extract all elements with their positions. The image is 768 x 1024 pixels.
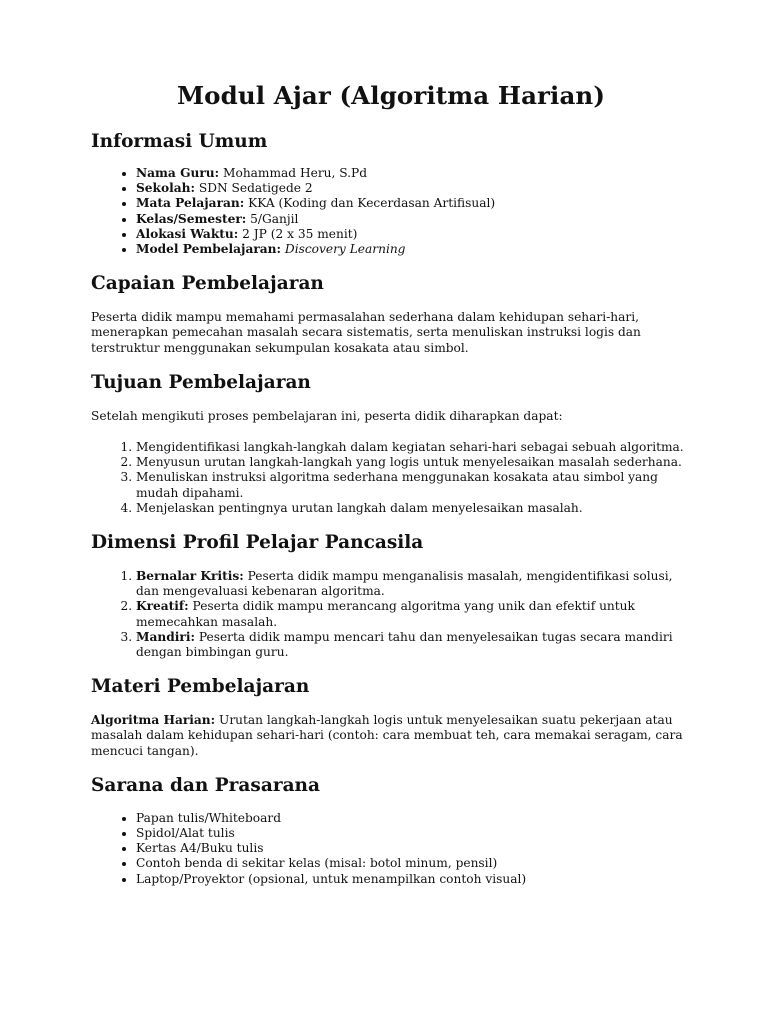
profil-value: Peserta didik mampu menganalisis masalah, mengidentifikasi solusi, dan mengevaluasi kebenaran algoritma.	[136, 569, 673, 599]
materi-label: Algoritma Harian:	[91, 713, 216, 728]
tujuan-list	[91, 440, 691, 516]
tujuan-item: 3. Menuliskan instruksi algoritma sederhana menggunakan kosakata atau simbol yang mudah dipahami.	[136, 470, 691, 500]
info-value: KKA (Koding dan Kecerdasan Artifisual)	[244, 196, 496, 211]
tujuan-item: 1. Mengidentifikasi langkah-langkah dalam kegiatan sehari-hari sebagai sebuah algoritma.	[136, 440, 691, 455]
profil-label: Mandiri:	[136, 629, 195, 644]
section-capaian-pembelajaran	[91, 270, 691, 356]
info-list	[91, 166, 691, 257]
info-label: Nama Guru:	[136, 166, 220, 180]
info-value: SDN Sedatigede 2	[195, 181, 313, 196]
section-heading-sarana: Sarana dan Prasarana	[91, 774, 320, 796]
info-value: 2 JP (2 x 35 menit)	[238, 226, 358, 241]
document-page	[91, 78, 691, 887]
sarana-item: • Kertas A4/Buku tulis	[136, 841, 691, 856]
sarana-item: • Contoh benda di sekitar kelas (misal: botol minum, pensil)	[136, 856, 691, 871]
profil-label: Kreatif:	[136, 599, 189, 614]
info-label: Mata Pelajaran:	[136, 196, 245, 211]
section-profil-pelajar-pancasila	[91, 529, 691, 660]
info-item-model-pembelajaran	[136, 242, 691, 257]
info-value: Mohammad Heru, S.Pd	[219, 166, 368, 180]
info-value: Discovery Learning	[284, 242, 406, 257]
profil-item-bernalar-kritis	[136, 569, 691, 599]
profil-list	[91, 569, 691, 660]
materi-value: Urutan langkah-langkah logis untuk menyelesaikan suatu pekerjaan atau masalah dalam kehidupan sehari-hari (contoh: cara membuat teh, cara memakai seragam, cara mencuci tangan).	[91, 713, 683, 758]
profil-item-mandiri	[136, 630, 691, 660]
info-label: Kelas/Semester:	[136, 211, 247, 226]
section-heading-informasi-umum: Informasi Umum	[91, 131, 268, 152]
tujuan-intro: Setelah mengikuti proses pembelajaran ini, peserta didik diharapkan dapat:	[91, 408, 563, 423]
info-item-alokasi-waktu	[136, 227, 691, 242]
info-label: Alokasi Waktu:	[136, 226, 239, 241]
section-materi-pembelajaran	[91, 673, 691, 759]
info-item-sekolah	[136, 181, 691, 196]
capaian-text: Peserta didik mampu memahami permasalahan sederhana dalam kehidupan sehari-hari, menerapkan pemecahan masalah secara sistematis, serta menuliskan instruksi logis dan terstruktur menggunakan sekumpulan kosakata atau simbol.	[91, 310, 641, 355]
section-sarana-prasarana	[91, 772, 691, 887]
profil-item-kreatif	[136, 599, 691, 629]
sarana-item: • Spidol/Alat tulis	[136, 826, 691, 841]
sarana-list	[91, 811, 691, 887]
sarana-item: • Papan tulis/Whiteboard	[136, 811, 691, 826]
sarana-item: • Laptop/Proyektor (opsional, untuk menampilkan contoh visual)	[136, 872, 691, 887]
tujuan-item: 2. Menyusun urutan langkah-langkah yang logis untuk menyelesaikan masalah sederhana.	[136, 455, 691, 470]
info-label: Sekolah:	[136, 181, 196, 196]
info-item-nama-guru	[136, 166, 691, 181]
section-heading-materi: Materi Pembelajaran	[91, 676, 310, 698]
profil-label: Bernalar Kritis:	[136, 569, 244, 584]
section-tujuan-pembelajaran	[91, 369, 691, 516]
materi-text	[91, 713, 691, 759]
section-heading-profil: Dimensi Profil Pelajar Pancasila	[91, 532, 424, 554]
section-informasi-umum	[91, 128, 691, 257]
profil-value: Peserta didik mampu mencari tahu dan menyelesaikan tugas secara mandiri dengan bimbingan guru.	[136, 629, 673, 660]
section-heading-capaian: Capaian Pembelajaran	[91, 273, 324, 295]
tujuan-item: 4. Menjelaskan pentingnya urutan langkah dalam menyelesaikan masalah.	[136, 501, 691, 516]
page-title: Modul Ajar (Algoritma Harian)	[176, 81, 606, 110]
info-item-kelas-semester	[136, 212, 691, 227]
info-item-mata-pelajaran	[136, 196, 691, 211]
info-label: Model Pembelajaran:	[136, 242, 282, 257]
profil-value: Peserta didik mampu merancang algoritma yang unik dan efektif untuk memecahkan masalah.	[136, 599, 635, 629]
section-heading-tujuan: Tujuan Pembelajaran	[91, 371, 311, 393]
info-value: 5/Ganjil	[246, 211, 299, 226]
